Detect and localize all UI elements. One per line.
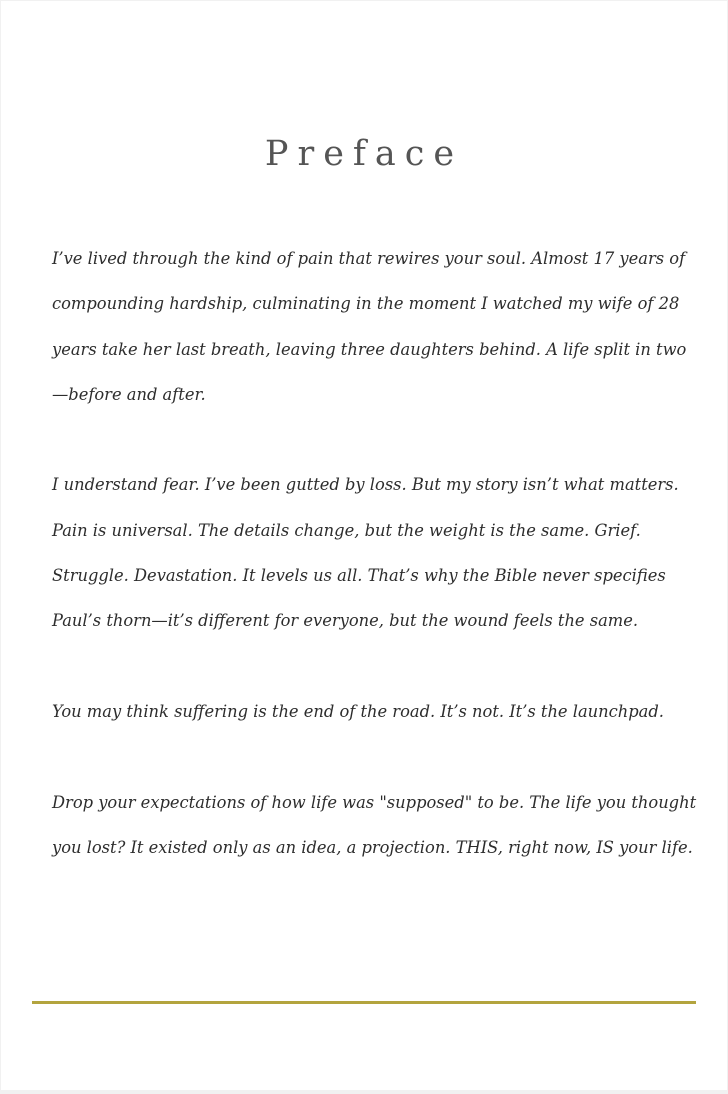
paragraph: I’ve lived through the kind of pain that rewires your soul. Almost 17 years of compounding hardship, culminating in the moment I watched my wife of 28 years take her last breath, leaving three daughters behind. A life split in two—before and after. xyxy=(52,249,687,404)
preface-body xyxy=(52,236,702,915)
document-page xyxy=(1,1,727,1090)
paragraph: I understand fear. I’ve been gutted by loss. But my story isn’t what matters. Pain is universal. The details change, but the weight is the same. Grief. Struggle. Devastation. It levels us all. That’s why the Bible never specifies Paul’s thorn—it’s different for everyone, but the wound feels the same. xyxy=(52,475,679,631)
page-title: Preface xyxy=(264,134,464,174)
paragraph: You may think suffering is the end of the road. It’s not. It’s the launchpad. xyxy=(52,701,664,721)
divider-rule xyxy=(32,1001,696,1004)
paragraph: Drop your expectations of how life was "supposed" to be. The life you thought you lost? It existed only as an idea, a projection. THIS, right now, IS your life. xyxy=(52,792,697,857)
